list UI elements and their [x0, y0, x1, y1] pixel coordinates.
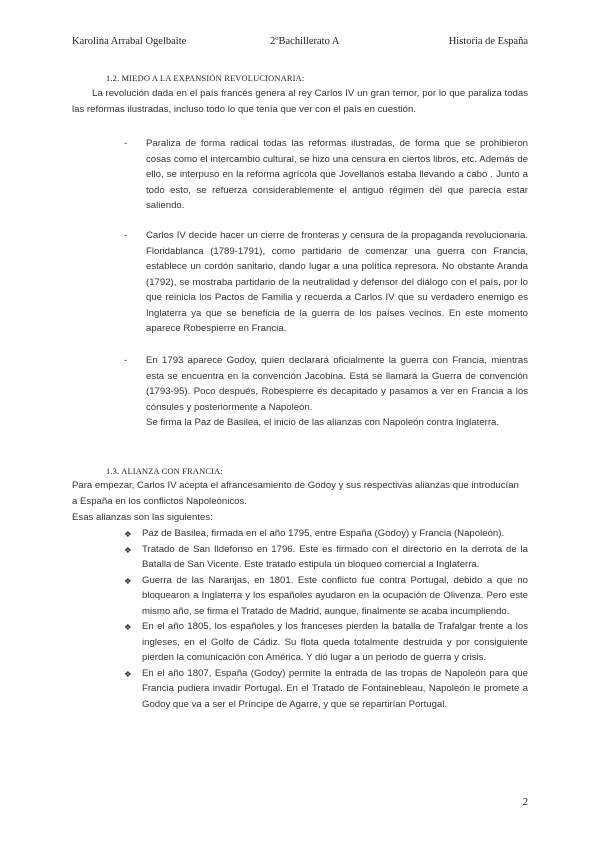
- header-course: 2ºBachillerato A: [270, 36, 340, 47]
- list-item: [124, 666, 528, 713]
- diamond-bullet-icon: ❖: [124, 668, 132, 679]
- list-item-text: En 1793 aparece Godoy, quien declarará oficialmente la guerra con Francia, mientras esta se encuentra en la convención Jacobina. Está se llamará la Guerra de convención (1793-95). Poco después, Robespierre es decapitado y pasamos a ver en Francia a los cónsules y posteriormente a Napoleón.: [146, 355, 528, 413]
- list-item-text: En el año 1805, los españoles y los franceses pierden la batalla de Trafalgar frente a los ingleses, en el Golfo de Cádiz. Su flota queda totalmente destruida y por consiguiente pierden la comunicación con América. Y dió lugar a un periodo de guerra y crisis.: [142, 621, 528, 663]
- list-item: [124, 573, 528, 620]
- list-item-text: Guerra de las Naranjas, en 1801. Este conflicto fue contra Portugal, debido a que no bloquearon a Inglaterra y los españoles ayudaron en la ocupación de Olivenza. Pero este mismo año, se firma el Tratado de Madrid, aunque, finalmente se acaba incumpliendo.: [142, 574, 528, 617]
- list-item: [124, 353, 528, 431]
- list-item-extra-text: Se firma la Paz de Basilea, el inicio de las alianzas con Napoleón contra Inglaterra.: [146, 417, 500, 428]
- section2-list: [124, 526, 528, 712]
- list-item: [124, 526, 528, 542]
- list-item: [124, 136, 528, 214]
- section-title-alianza: 1.3. ALIANZA CON FRANCIA:: [106, 467, 223, 476]
- diamond-bullet-icon: ❖: [124, 622, 132, 632]
- list-item-text: Paz de Basilea, firmada en el año 1795, entre España (Godoy) y Francia (Napoleón).: [142, 528, 505, 539]
- diamond-bullet-icon: ❖: [124, 544, 132, 555]
- diamond-bullet-icon: ❖: [124, 529, 132, 539]
- section2-intro2: Esas alianzas son las siguientes:: [72, 512, 213, 523]
- dash-bullet: -: [124, 138, 128, 149]
- section2-intro: Para empezar, Carlos IV acepta el afrancesamiento de Godoy y sus respectivas alianzas que introducían a España en los conflictos Napoleónicos.: [72, 480, 519, 507]
- list-item-text: Carlos IV decide hacer un cierre de fronteras y censura de la propaganda revolucionaria. Floridablanca (1789-1791), como partidario de comenzar una guerra con Francia, establece un cordón sanitario, dando lugar a una política represora. No obstante Aranda (1792), se mostraba partidario de la neutralidad y defensor del diálogo con el país, por lo que reinicia los Pactos de Familia y recuerda a Carlos IV que su verdadero enemigo es Inglaterra ya que se beneficia de la guerra de los países vecinos. En este momento aparece Robespierre en Francia.: [146, 230, 528, 334]
- header-author: Karolina Arrabal Ogelbaite: [72, 36, 187, 47]
- list-item: [124, 542, 528, 573]
- list-item: [124, 228, 528, 337]
- dash-bullet: -: [124, 230, 128, 241]
- list-item-text: En el año 1807, España (Godoy) permite la entrada de las tropas de Napoleón para que Francia pudiera invadir Portugal. En el Tratado de Fontainebleau, Napoleón le promete a Godoy que va a ser el Príncipe de Agarre, y que se repartirían Portugal.: [142, 667, 528, 710]
- list-item-text: Tratado de San Ildefonso en 1796. Este es firmado con el directorio en la derrota de la Batalla de San Vicente. Este tratado estipula un bloqueo comercial a Inglaterra.: [142, 543, 528, 570]
- section1-intro: La revolución dada en el país francés genera al rey Carlos IV un gran temor, por lo que paraliza todas las reformas ilustradas, incluso todo lo que tenía que ver con el país en cuestión.: [72, 88, 528, 115]
- section-title-miedo: 1.2. MIEDO A LA EXPANSIÓN REVOLUCIONARIA:: [106, 74, 305, 83]
- page-header: [72, 36, 528, 50]
- diamond-bullet-icon: ❖: [124, 575, 132, 586]
- dash-bullet: -: [124, 355, 128, 366]
- list-item-text: Paraliza de forma radical todas las reformas ilustradas, de forma que se prohibieron cosas como el intercambio cultural, se hizo una censura en ciertos libros, etc. Además de ello, se interpuso en la reforma agrícola que Jovellanos estaba llevando a cabo . Junto a todo esto, se refuerza considerablemente el antiguo régimen del que parecía estar saliendo.: [146, 138, 528, 211]
- list-item: [124, 619, 528, 666]
- page-number: 2: [522, 797, 528, 808]
- header-subject: Historia de España: [448, 36, 528, 47]
